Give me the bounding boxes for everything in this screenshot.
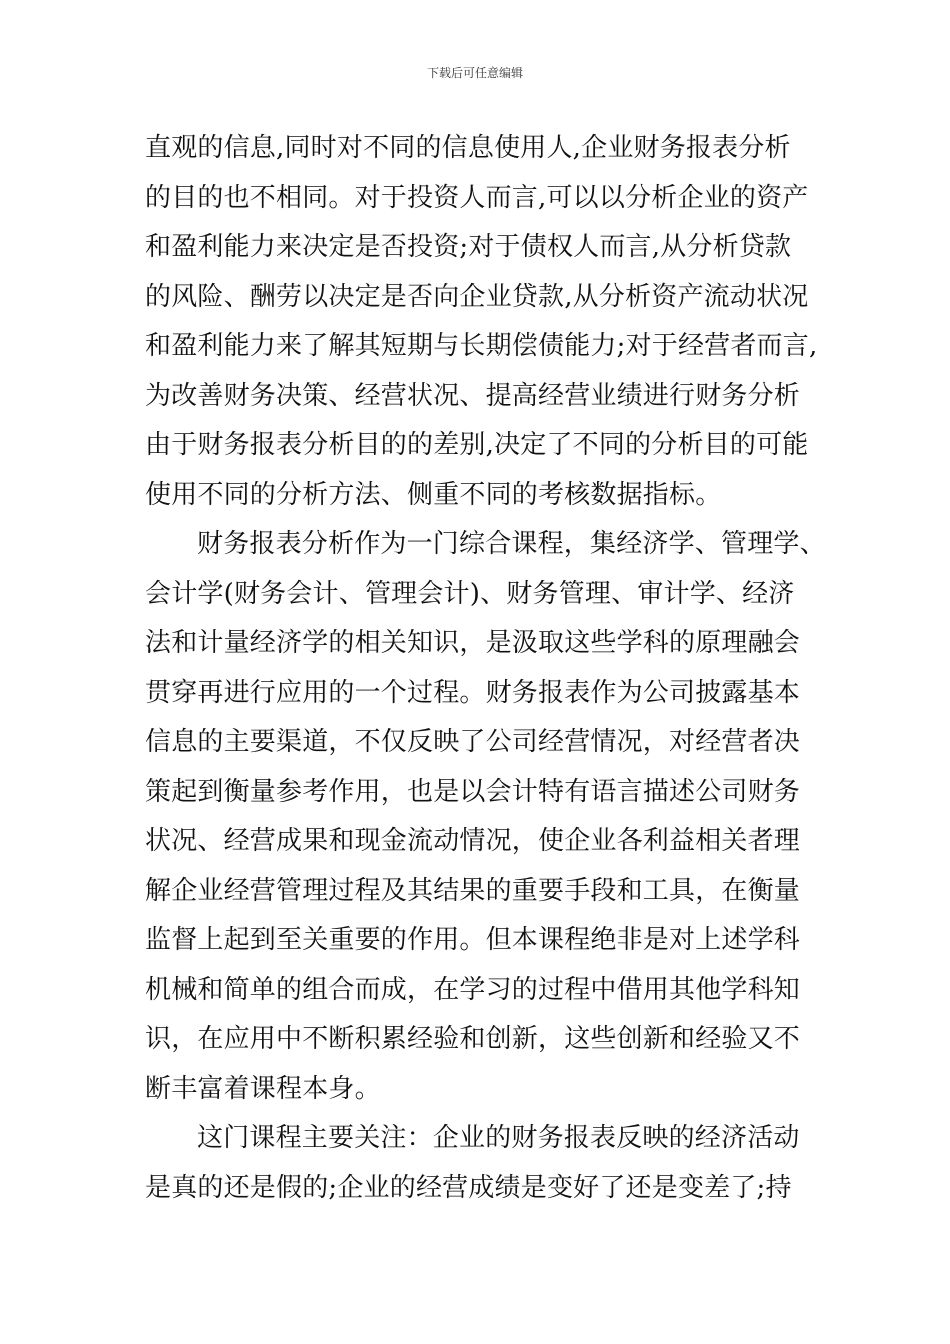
paragraph-3 [145, 1114, 845, 1213]
paragraph-2 [145, 520, 845, 1114]
text-line-first-indented: 这门课程主要关注：企业的财务报表反映的经济活动 [197, 1123, 800, 1153]
text-line: 和盈利能力来决定是否投资;对于债权人而言,从分析贷款 [145, 232, 792, 262]
text-line: 的目的也不相同。对于投资人而言,可以以分析企业的资产 [145, 182, 809, 213]
text-line: 是真的还是假的;企业的经营成绩是变好了还是变差了;持 [145, 1172, 792, 1203]
text-line: 识，在应用中不断积累经验和创新，这些创新和经验又不 [145, 1024, 801, 1054]
text-line: 为改善财务决策、经营状况、提高经营业绩进行财务分析 [145, 380, 801, 411]
text-line: 机械和简单的组合而成，在学习的过程中借用其他学科知 [145, 974, 801, 1005]
text-line: 由于财务报表分析目的的差别,决定了不同的分析目的可能 [145, 430, 809, 460]
paragraph-1 [145, 124, 845, 520]
text-line: 策起到衡量参考作用，也是以会计特有语言描述公司财务 [145, 776, 801, 807]
text-line: 的风险、酬劳以决定是否向企业贷款,从分析资产流动状况 [145, 281, 809, 312]
text-line: 会计学(财务会计、管理会计)、财务管理、审计学、经济 [145, 578, 795, 609]
text-line: 断丰富着课程本身。 [145, 1073, 381, 1104]
text-line: 法和计量经济学的相关知识，是汲取这些学科的原理融会 [145, 628, 801, 658]
text-line: 和盈利能力来了解其短期与长期偿债能力;对于经营者而言, [145, 331, 818, 361]
text-line-first-indented: 财务报表分析作为一门综合课程，集经济学、管理学、 [197, 529, 826, 559]
text-line: 使用不同的分析方法、侧重不同的考核数据指标。 [145, 479, 722, 510]
text-line: 监督上起到至关重要的作用。但本课程绝非是对上述学科 [145, 925, 801, 955]
text-line: 解企业经营管理过程及其结果的重要手段和工具，在衡量 [145, 875, 801, 906]
text-line: 贯穿再进行应用的一个过程。财务报表作为公司披露基本 [145, 677, 801, 708]
text-line: 信息的主要渠道，不仅反映了公司经营情况，对经营者决 [145, 727, 801, 757]
page-header: 下载后可任意编辑 [426, 66, 523, 80]
text-line: 直观的信息,同时对不同的信息使用人,企业财务报表分析 [145, 133, 791, 163]
document-body [145, 124, 845, 1213]
text-line: 状况、经营成果和现金流动情况，使企业各利益相关者理 [145, 826, 801, 856]
